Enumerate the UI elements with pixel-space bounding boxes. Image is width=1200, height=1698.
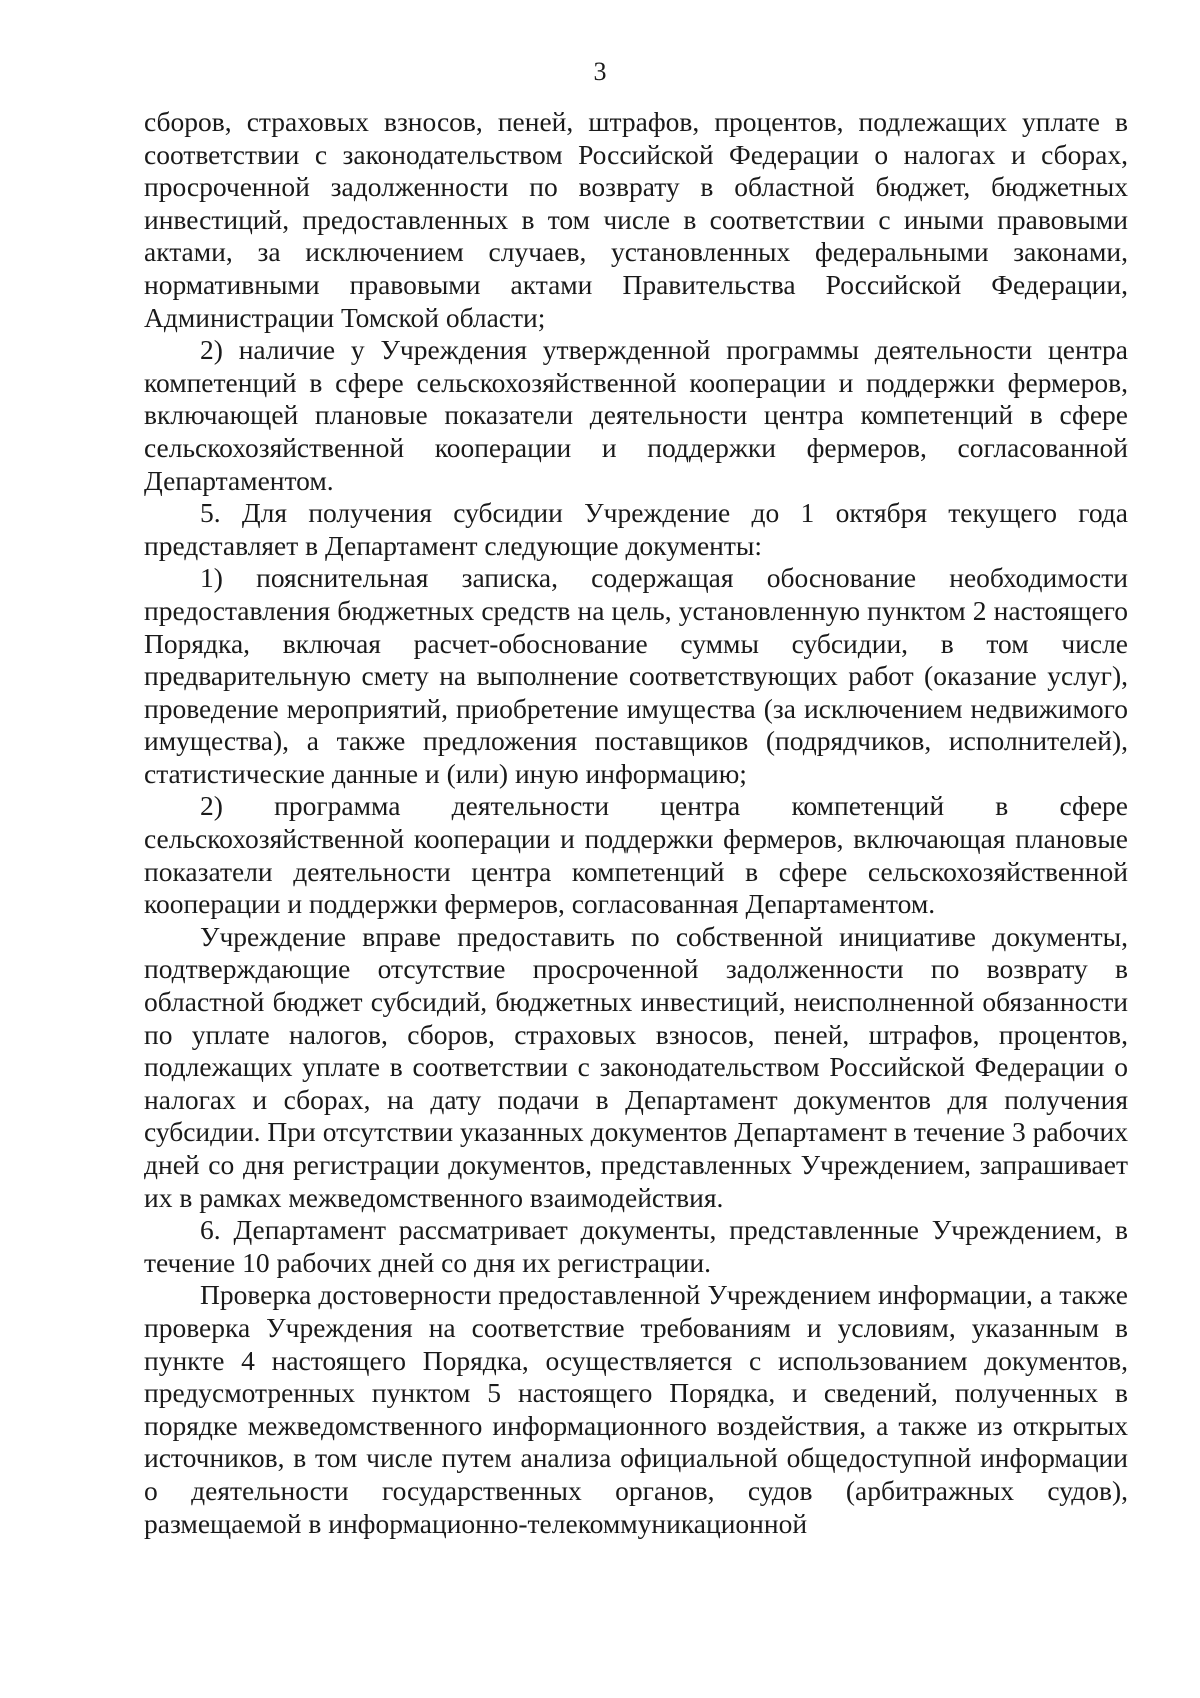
paragraph-item-2-program: 2) наличие у Учреждения утвержденной программы деятельности центра компетенций в сфере сельскохозяйственной кооперации и поддержки фермеров, включающей плановые показатели деятельности центра компетенций в сфере сельскохозяйственной кооперации и поддержки фермеров, согласованной Департаментом. bbox=[144, 334, 1128, 496]
paragraph-clause-6: 6. Департамент рассматривает документы, представленные Учреждением, в течение 10 рабочих дней со дня их регистрации. bbox=[144, 1214, 1128, 1278]
paragraph-verification: Проверка достоверности предоставленной Учреждением информации, а также проверка Учреждения на соответствие требованиям и условиям, указанным в пункте 4 настоящего Порядка, осуществляется с использованием документов, предусмотренных пунктом 5 настоящего Порядка, и сведений, полученных в порядке межведомственного информационного воздействия, а также из открытых источников, в том числе путем анализа официальной общедоступной информации о деятельности государственных органов, судов (арбитражных судов), размещаемой в информационно-телекоммуникационной bbox=[144, 1279, 1128, 1539]
page-number: 3 bbox=[593, 57, 607, 86]
paragraph-continuation: сборов, страховых взносов, пеней, штрафов, процентов, подлежащих уплате в соответствии с законодательством Российской Федерации о налогах и сборах, просроченной задолженности по возврату в областной бюджет, бюджетных инвестиций, предоставленных в том числе в соответствии с иными правовыми актами, за исключением случаев, установленных федеральными законами, нормативными правовыми актами Правительства Российской Федерации, Администрации Томской области; bbox=[144, 106, 1128, 333]
paragraph-clause-5: 5. Для получения субсидии Учреждение до 1 октября текущего года представляет в Департамент следующие документы: bbox=[144, 497, 1128, 561]
paragraph-own-initiative-documents: Учреждение вправе предоставить по собственной инициативе документы, подтверждающие отсутствие просроченной задолженности по возврату в областной бюджет субсидий, бюджетных инвестиций, неисполненной обязанности по уплате налогов, сборов, страховых взносов, пеней, штрафов, процентов, подлежащих уплате в соответствии с законодательством Российской Федерации о налогах и сборах, на дату подачи в Департамент документов для получения субсидии. При отсутствии указанных документов Департамент в течение 3 рабочих дней со дня регистрации документов, представленных Учреждением, запрашивает их в рамках межведомственного взаимодействия. bbox=[144, 920, 1128, 1213]
paragraph-clause-5-item-1: 1) пояснительная записка, содержащая обоснование необходимости предоставления бюджетных средств на цель, установленную пунктом 2 настоящего Порядка, включая расчет-обоснование суммы субсидии, в том числе предварительную смету на выполнение соответствующих работ (оказание услуг), проведение мероприятий, приобретение имущества (за исключением недвижимого имущества), а также предложения поставщиков (подрядчиков, исполнителей), статистические данные и (или) иную информацию; bbox=[144, 562, 1128, 789]
paragraph-clause-5-item-2: 2) программа деятельности центра компетенций в сфере сельскохозяйственной кооперации и поддержки фермеров, включающая плановые показатели деятельности центра компетенций в сфере сельскохозяйственной кооперации и поддержки фермеров, согласованная Департаментом. bbox=[144, 790, 1128, 920]
document-body bbox=[144, 106, 1128, 1540]
